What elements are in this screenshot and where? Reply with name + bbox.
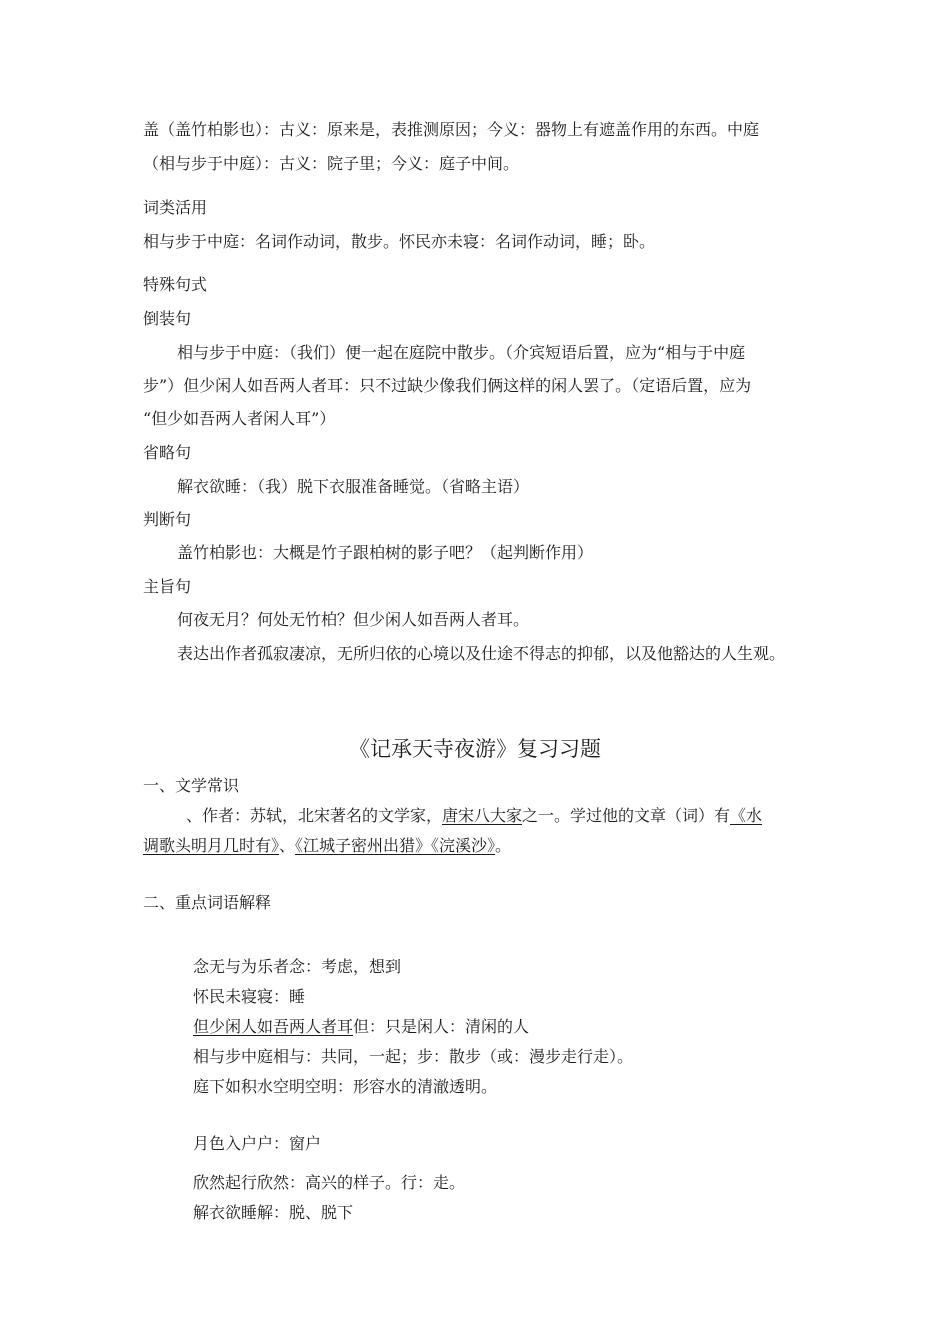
gu-jin-line-1: 盖（盖竹柏影也）：古义：原来是，表推测原因；今义：器物上有遮盖作用的东西。中庭 [143,120,760,139]
shenglue-text: 解衣欲睡：（我）脱下衣服准备睡觉。（省略主语） [177,477,530,496]
teshu-heading: 特殊句式 [143,275,208,294]
works-underline-1: 调歌头明月几时有》 [143,836,280,855]
zhuzhi-heading: 主旨句 [143,577,192,596]
cilei-text: 相与步于中庭：名词作动词，散步。怀民亦未寝：名词作动词，睡；卧。 [143,232,656,251]
term-underline: 但少闲人如吾两人者耳 [193,1017,354,1036]
daozhuang-heading: 倒装句 [143,309,192,328]
works-line [143,836,511,856]
author-underline-2: 《水 [730,806,763,825]
term-item: 欣然起行欣然：高兴的样子。行：走。 [193,1173,466,1192]
term-item: 怀民未寝寝：睡 [193,987,306,1006]
exercise-title: 《记承天寺夜游》复习习题 [349,737,601,761]
works-end: 。 [495,836,512,855]
term-item: 庭下如积水空明空明：形容水的清澈透明。 [193,1077,498,1096]
term-item [193,1017,529,1037]
panduan-text: 盖竹柏影也：大概是竹子跟柏树的影子吧？（起判断作用） [177,543,594,562]
cilei-heading: 词类活用 [143,198,208,217]
author-text-2: 之一。学过他的文章（词）有 [522,806,731,825]
gu-jin-line-2: （相与步于中庭）：古义：院子里；今义：庭子中间。 [143,154,520,173]
term-text: 但：只是闲人：清闲的人 [353,1017,530,1036]
daozhuang-line-3: “但少如吾两人者闲人耳”） [143,409,336,428]
daozhuang-line-2: 步”）但少闲人如吾两人者耳：只不过缺少像我们俩这样的闲人罢了。（定语后置，应为 [143,376,752,395]
author-line [186,806,762,826]
panduan-heading: 判断句 [143,510,192,529]
shenglue-heading: 省略句 [143,443,192,462]
section-1-heading: 一、文学常识 [143,776,240,795]
zhuzhi-summary: 表达出作者孤寂凄凉，无所归依的心境以及仕途不得志的抑郁，以及他豁达的人生观。 [177,644,786,663]
daozhuang-line-1: 相与步于中庭：（我们）便一起在庭院中散步。（介宾短语后置，应为“相与于中庭 [177,343,746,362]
term-item: 念无与为乐者念：考虑，想到 [193,957,402,976]
term-item: 解衣欲睡解：脱、脱下 [193,1203,354,1222]
author-text-1: 、作者：苏轼，北宋著名的文学家， [186,806,443,825]
term-item: 月色入户户：窗户 [193,1134,322,1153]
section-2-heading: 二、重点词语解释 [143,893,272,912]
author-underline-1: 唐宋八大家 [442,806,523,825]
term-item: 相与步中庭相与：共同，一起；步：散步（或：漫步走行走）。 [193,1047,634,1066]
works-separator: 、 [279,836,296,855]
zhuzhi-text: 何夜无月？何处无竹柏？但少闲人如吾两人者耳。 [177,610,530,629]
works-underline-2: 《江城子密州出猎》《浣溪沙》 [295,836,496,855]
